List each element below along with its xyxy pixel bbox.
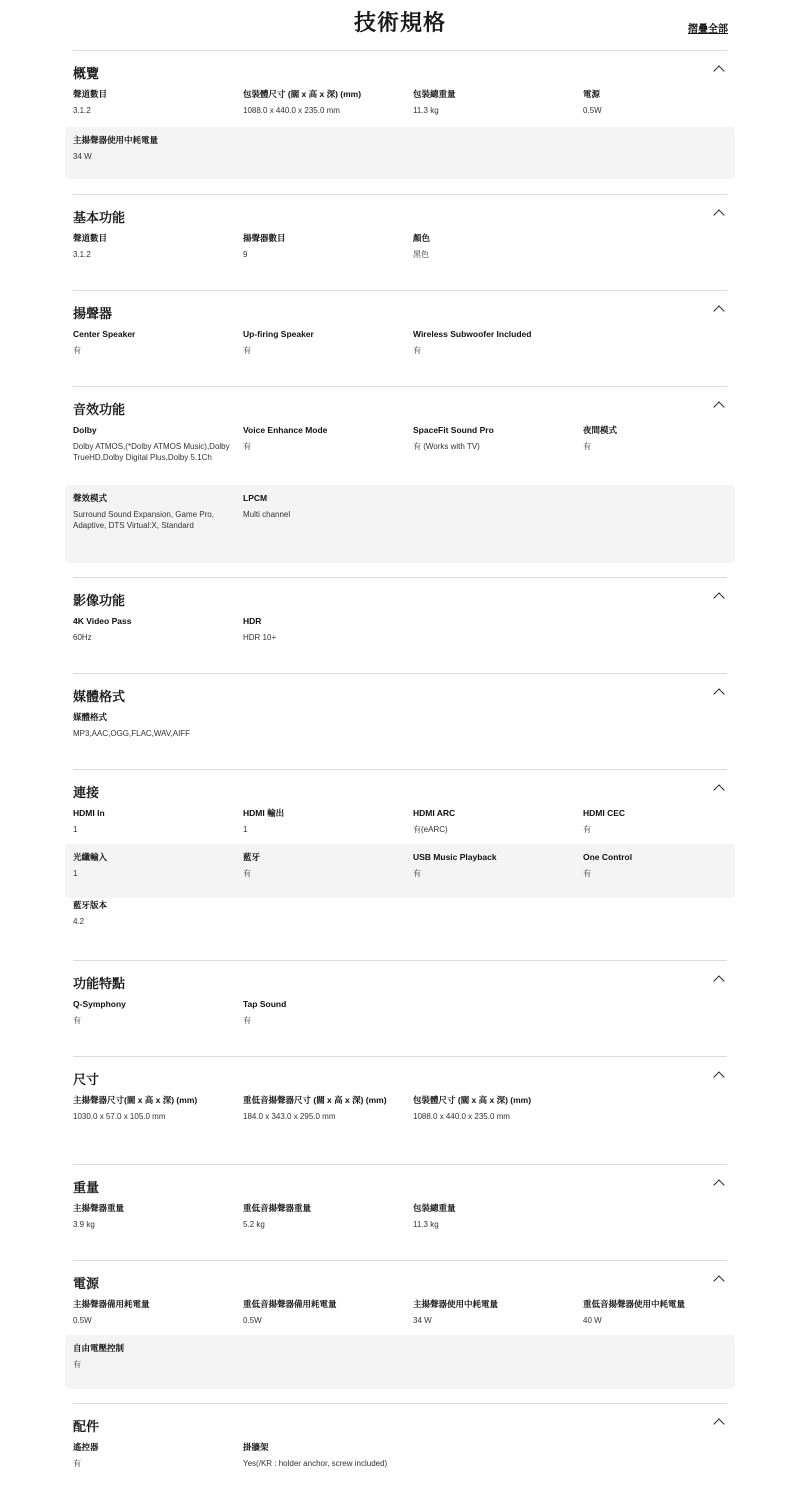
spec-value: 184.0 x 343.0 x 295.0 mm bbox=[243, 1112, 336, 1121]
spec-value: HDR 10+ bbox=[243, 633, 277, 642]
spec-row bbox=[65, 225, 735, 273]
spec-value: 有 bbox=[413, 346, 421, 355]
spec-value: 黑色 bbox=[413, 250, 429, 259]
spec-item bbox=[413, 81, 573, 116]
spec-value: 有 bbox=[73, 1360, 81, 1369]
spec-label: 遙控器 bbox=[73, 1442, 99, 1452]
section-title: 基本功能 bbox=[73, 210, 126, 225]
spec-value: Yes(/KR : holder anchor, screw included) bbox=[243, 1459, 388, 1468]
spec-section bbox=[73, 673, 727, 738]
spec-row bbox=[65, 81, 735, 129]
spec-item bbox=[243, 1087, 403, 1122]
spec-label: 電源 bbox=[583, 89, 601, 99]
spec-value: 有 (Works with TV) bbox=[413, 442, 480, 451]
spec-label: 自由電壓控制 bbox=[73, 1343, 125, 1353]
spec-item bbox=[583, 1291, 743, 1326]
spec-item bbox=[413, 321, 573, 356]
spec-value: 有 bbox=[243, 346, 251, 355]
spec-item bbox=[73, 1434, 233, 1469]
spec-label: 包裝體尺寸 (闊 x 高 x 深) (mm) bbox=[413, 1095, 532, 1105]
spec-label: 包裝總重量 bbox=[413, 89, 456, 99]
spec-item bbox=[413, 1087, 573, 1122]
spec-value: Multi channel bbox=[243, 510, 291, 519]
spec-label: 包裝體尺寸 (闊 x 高 x 深) (mm) bbox=[243, 89, 362, 99]
spec-item bbox=[73, 1195, 233, 1230]
spec-item bbox=[73, 1335, 233, 1370]
spec-label: One Control bbox=[583, 852, 633, 862]
spec-item bbox=[413, 417, 573, 452]
spec-row bbox=[65, 892, 735, 940]
spec-value: 3.1.2 bbox=[73, 250, 91, 259]
spec-value: 有 bbox=[413, 869, 421, 878]
spec-value: Surround Sound Expansion, Game Pro, Adaptive, DTS Virtual:X, Standard bbox=[73, 510, 214, 530]
spec-item bbox=[73, 1291, 233, 1326]
chevron-up-icon[interactable] bbox=[713, 1275, 724, 1286]
spec-item bbox=[73, 1087, 233, 1122]
spec-section bbox=[73, 1056, 727, 1121]
spec-row bbox=[65, 1195, 735, 1243]
spec-value: 4.2 bbox=[73, 917, 85, 926]
spec-value: 有 bbox=[73, 1459, 81, 1468]
spec-label: 藍牙版本 bbox=[73, 900, 108, 910]
spec-value: 60Hz bbox=[73, 633, 92, 642]
spec-value: 0.5W bbox=[73, 1316, 92, 1325]
spec-item bbox=[73, 991, 233, 1026]
spec-item bbox=[583, 844, 743, 879]
section-title: 配件 bbox=[73, 1419, 100, 1434]
spec-label: LPCM bbox=[243, 493, 268, 503]
page-title: 技術規格 bbox=[353, 10, 446, 35]
spec-item bbox=[243, 225, 403, 260]
spec-value: 有 bbox=[243, 442, 251, 451]
spec-section bbox=[73, 577, 727, 642]
chevron-up-icon[interactable] bbox=[713, 688, 724, 699]
spec-row bbox=[65, 704, 735, 752]
spec-row bbox=[65, 1335, 735, 1389]
spec-row bbox=[65, 800, 735, 848]
spec-item bbox=[73, 81, 233, 116]
spec-value: 1 bbox=[243, 825, 248, 834]
spec-label: 聲道數目 bbox=[73, 89, 108, 99]
spec-item bbox=[243, 1291, 403, 1326]
spec-label: 4K Video Pass bbox=[73, 616, 132, 626]
spec-value: 有 bbox=[583, 442, 591, 451]
spec-item bbox=[413, 844, 573, 879]
spec-item bbox=[243, 844, 403, 879]
spec-item bbox=[243, 1195, 403, 1230]
spec-label: HDR bbox=[243, 616, 262, 626]
chevron-up-icon[interactable] bbox=[713, 65, 724, 76]
spec-value: Dolby ATMOS,(*Dolby ATMOS Music),Dolby TrueHD,Dolby Digital Plus,Dolby 5.1Ch bbox=[73, 442, 230, 462]
spec-row bbox=[65, 1434, 735, 1492]
spec-label: Center Speaker bbox=[73, 329, 136, 339]
spec-row bbox=[65, 608, 735, 656]
spec-value: 40 W bbox=[583, 1316, 602, 1325]
collapse-all-link[interactable]: 摺疊全部 bbox=[688, 24, 728, 35]
spec-label: 藍牙 bbox=[243, 852, 261, 862]
spec-value: 有 bbox=[583, 869, 591, 878]
spec-row bbox=[65, 991, 735, 1039]
spec-value: 有 bbox=[243, 1016, 251, 1025]
spec-label: Wireless Subwoofer Included bbox=[413, 329, 532, 339]
spec-item bbox=[583, 417, 743, 452]
chevron-up-icon[interactable] bbox=[713, 975, 724, 986]
spec-section bbox=[73, 1403, 727, 1468]
spec-label: 主揚聲器使用中耗電量 bbox=[413, 1299, 499, 1309]
section-title: 揚聲器 bbox=[73, 306, 113, 321]
spec-item bbox=[73, 417, 233, 463]
spec-label: 主揚聲器備用耗電量 bbox=[73, 1299, 150, 1309]
spec-value: 3.9 kg bbox=[73, 1220, 95, 1229]
spec-label: 包裝總重量 bbox=[413, 1203, 456, 1213]
section-title: 功能特點 bbox=[73, 976, 126, 991]
spec-item bbox=[73, 485, 233, 531]
spec-item bbox=[73, 225, 233, 260]
spec-label: HDMI In bbox=[73, 808, 105, 818]
section-title: 電源 bbox=[73, 1276, 100, 1291]
spec-label: 主揚聲器使用中耗電量 bbox=[73, 135, 159, 145]
spec-value: 1 bbox=[73, 869, 78, 878]
spec-row bbox=[65, 127, 735, 179]
spec-item bbox=[583, 800, 743, 835]
spec-item bbox=[243, 417, 403, 452]
spec-item bbox=[413, 800, 573, 835]
spec-label: Voice Enhance Mode bbox=[243, 425, 328, 435]
spec-label: 夜間模式 bbox=[583, 425, 618, 435]
spec-item bbox=[413, 1195, 573, 1230]
spec-item bbox=[73, 608, 233, 643]
spec-item bbox=[243, 81, 403, 116]
spec-item bbox=[73, 892, 233, 927]
spec-label: HDMI CEC bbox=[583, 808, 626, 818]
spec-value: 5.2 kg bbox=[243, 1220, 265, 1229]
spec-row bbox=[65, 1291, 735, 1339]
spec-label: 主揚聲器重量 bbox=[73, 1203, 125, 1213]
spec-row bbox=[65, 1087, 735, 1155]
spec-value: 1 bbox=[73, 825, 78, 834]
spec-item bbox=[243, 1434, 403, 1469]
spec-label: 聲道數目 bbox=[73, 233, 108, 243]
section-title: 重量 bbox=[73, 1180, 100, 1195]
spec-label: 重低音揚聲器備用耗電量 bbox=[243, 1299, 337, 1309]
spec-label: USB Music Playback bbox=[413, 852, 497, 862]
spec-item bbox=[73, 321, 233, 356]
spec-label: 重低音揚聲器重量 bbox=[243, 1203, 312, 1213]
spec-label: Up-firing Speaker bbox=[243, 329, 314, 339]
section-title: 影像功能 bbox=[73, 593, 126, 608]
spec-value: 有(eARC) bbox=[413, 825, 448, 834]
spec-item bbox=[243, 321, 403, 356]
spec-value: 11.3 kg bbox=[413, 1220, 439, 1229]
spec-label: Tap Sound bbox=[243, 999, 287, 1009]
spec-row bbox=[65, 844, 735, 898]
spec-section bbox=[73, 290, 727, 355]
spec-label: 重低音揚聲器尺寸 (闊 x 高 x 深) (mm) bbox=[243, 1095, 387, 1105]
chevron-up-icon[interactable] bbox=[713, 1179, 724, 1190]
spec-item bbox=[73, 704, 233, 739]
spec-item bbox=[73, 844, 233, 879]
spec-section bbox=[73, 386, 727, 530]
spec-item bbox=[243, 800, 403, 835]
spec-item bbox=[73, 127, 233, 162]
spec-label: HDMI ARC bbox=[413, 808, 456, 818]
chevron-up-icon[interactable] bbox=[713, 401, 724, 412]
spec-label: 重低音揚聲器使用中耗電量 bbox=[583, 1299, 686, 1309]
spec-section bbox=[73, 1260, 727, 1369]
spec-item bbox=[413, 225, 573, 260]
spec-section bbox=[73, 194, 727, 259]
spec-row bbox=[65, 321, 735, 369]
chevron-up-icon[interactable] bbox=[713, 209, 724, 220]
spec-value: 0.5W bbox=[583, 106, 602, 115]
spec-label: 掛牆架 bbox=[243, 1442, 269, 1452]
spec-section bbox=[73, 50, 727, 161]
spec-label: HDMI 輸出 bbox=[243, 808, 285, 818]
spec-value: 有 bbox=[73, 1016, 81, 1025]
spec-label: 主揚聲器尺寸(闊 x 高 x 深) (mm) bbox=[73, 1095, 198, 1105]
spec-row bbox=[65, 417, 735, 485]
chevron-up-icon[interactable] bbox=[713, 784, 724, 795]
spec-label: Q-Symphony bbox=[73, 999, 126, 1009]
spec-value: 34 W bbox=[73, 152, 92, 161]
spec-value: 0.5W bbox=[243, 1316, 262, 1325]
spec-section bbox=[73, 769, 727, 926]
spec-label: 光纖輸入 bbox=[73, 852, 108, 862]
spec-item bbox=[243, 608, 403, 643]
spec-value: 9 bbox=[243, 250, 248, 259]
spec-label: SpaceFit Sound Pro bbox=[413, 425, 494, 435]
spec-value: 有 bbox=[243, 869, 251, 878]
spec-value: 11.3 kg bbox=[413, 106, 439, 115]
chevron-up-icon[interactable] bbox=[713, 305, 724, 316]
spec-label: 顏色 bbox=[413, 233, 431, 243]
spec-item bbox=[413, 1291, 573, 1326]
spec-section bbox=[73, 960, 727, 1025]
spec-section bbox=[73, 1164, 727, 1229]
section-title: 概覽 bbox=[73, 66, 100, 81]
spec-value: 有 bbox=[73, 346, 81, 355]
spec-value: 1030.0 x 57.0 x 105.0 mm bbox=[73, 1112, 166, 1121]
spec-label: 揚聲器數目 bbox=[243, 233, 286, 243]
spec-value: 1088.0 x 440.0 x 235.0 mm bbox=[243, 106, 340, 115]
spec-value: 1088.0 x 440.0 x 235.0 mm bbox=[413, 1112, 510, 1121]
spec-value: MP3,AAC,OGG,FLAC,WAV,AIFF bbox=[73, 729, 191, 738]
spec-label: 媒體格式 bbox=[73, 712, 108, 722]
spec-item bbox=[73, 800, 233, 835]
spec-value: 3.1.2 bbox=[73, 106, 91, 115]
spec-label: 聲效模式 bbox=[73, 493, 108, 503]
chevron-up-icon[interactable] bbox=[713, 592, 724, 603]
spec-label: Dolby bbox=[73, 425, 97, 435]
spec-value: 34 W bbox=[413, 1316, 432, 1325]
chevron-up-icon[interactable] bbox=[713, 1071, 724, 1082]
section-title: 連接 bbox=[73, 785, 100, 800]
section-title: 尺寸 bbox=[73, 1072, 100, 1087]
section-title: 音效功能 bbox=[73, 402, 126, 417]
spec-value: 有 bbox=[583, 825, 591, 834]
spec-item bbox=[243, 991, 403, 1026]
section-title: 媒體格式 bbox=[73, 689, 126, 704]
spec-item bbox=[583, 81, 743, 116]
chevron-up-icon[interactable] bbox=[713, 1418, 724, 1429]
spec-item bbox=[243, 485, 403, 520]
spec-row bbox=[65, 485, 735, 563]
